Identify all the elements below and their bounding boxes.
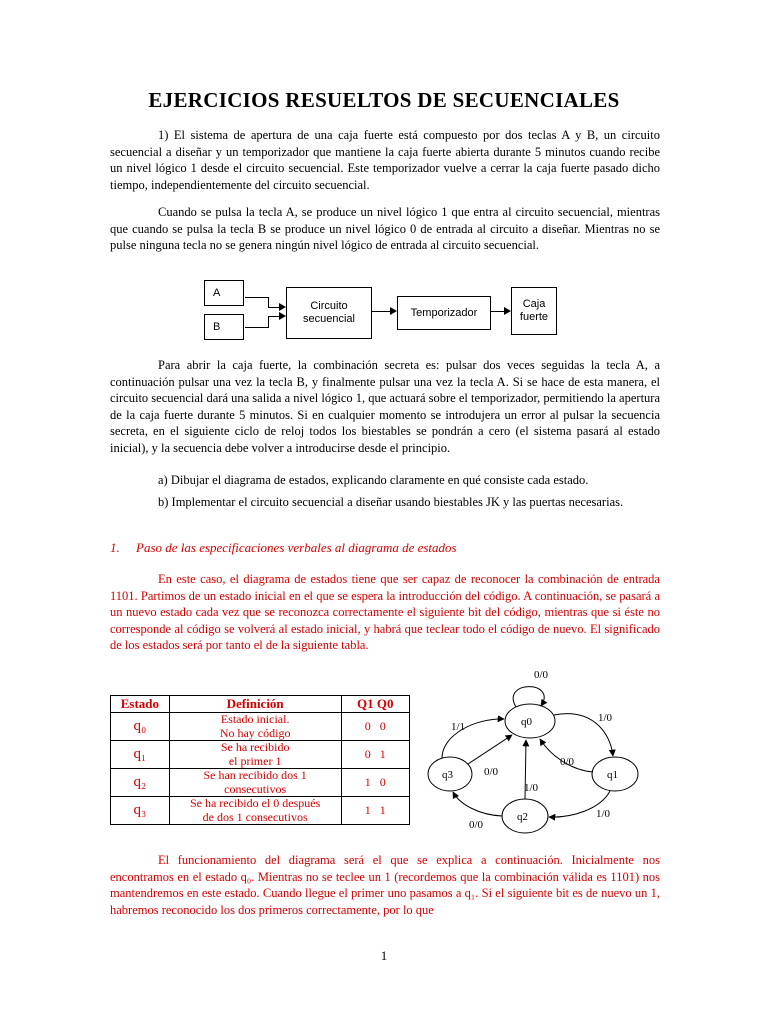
arrow-icon	[504, 307, 511, 315]
definition-cell: Estado inicial. No hay código	[169, 713, 341, 741]
sequential-circuit-box: Circuito secuencial	[286, 287, 372, 339]
question-b: b) Implementar el circuito secuencial a diseñar usando biestables JK y las puertas necesarias.	[158, 495, 624, 509]
table-row	[111, 713, 410, 741]
section-number: 1.	[110, 540, 120, 555]
input-b-box: B	[204, 314, 244, 340]
state-label: q1	[607, 769, 618, 781]
connector-line	[245, 297, 269, 298]
paragraph-state-explanation: En este caso, el diagrama de estados tiene que ser capaz de reconocer la combinación de entrada 1101. Partimos de un estado inicial en el que se espera la introducción del código. A continuación, se pasará a un nuevo estado cada vez que se reconozca correctamente el siguiente bit del código, mientras que si éste no corresponde al código se volverá al estado inicial, y habrá que teclear todo el código de nuevo. El significado de los estados será por tanto el de la siguiente tabla.	[110, 572, 660, 652]
connector-line	[371, 311, 391, 312]
arrow-icon	[279, 312, 286, 320]
state-label: q2	[517, 811, 528, 823]
paragraph-key-inputs: Cuando se pulsa la tecla A, se produce un nivel lógico 1 que entra al circuito secuencial, mientras que cuando se pulsa la tecla B se produce un nivel lógico 0 de entrada al circuito a diseñar. Mientras no se pulse ninguna tecla no se genera ningún nivel lógico de entrada al circuito secuencial.	[110, 205, 660, 252]
code-cell: 0 0	[341, 713, 409, 741]
table-row	[111, 797, 410, 825]
paragraph-secret-combination: Para abrir la caja fuerte, la combinación secreta es: pulsar dos veces seguidas la tecla A, a continuación pulsar una vez la tecla B, y finalmente pulsar una vez la tecla A. Si se hace de esta manera, el circuito secuencial dará una salida a nivel lógico 1, que actuará sobre el temporizador, permitiendo la apertura de la caja fuerte durante 5 minutos. Si en cualquier momento se introdujera un error al pulsar la secuencia secreta, en el siguiente ciclo de reloj todos los biestables se pondrán a cero (el sistema pasará al estado inicial), y la secuencia debe volver a introducirse desde el principio.	[110, 358, 660, 455]
state-label: q0	[521, 716, 532, 728]
document-title: EJERCICIOS RESUELTOS DE SECUENCIALES	[148, 88, 620, 112]
connector-line	[245, 327, 269, 328]
section-title: Paso de las especificaciones verbales al diagrama de estados	[136, 540, 457, 555]
transition-label: 0/0	[469, 819, 484, 831]
code-cell: 0 1	[341, 741, 409, 769]
state-cell: q₂	[111, 769, 170, 797]
table-row	[111, 769, 410, 797]
input-a-box: A	[204, 280, 244, 306]
transition-arrow	[468, 735, 512, 764]
transition-label: 0/0	[560, 756, 575, 768]
state-cell: q₁	[111, 741, 170, 769]
definition-cell: Se ha recibido el primer 1	[169, 741, 341, 769]
state-table	[110, 695, 410, 825]
definition-cell: Se ha recibido el 0 después de dos 1 consecutivos	[169, 797, 341, 825]
transition-label: 1/0	[596, 808, 611, 820]
definition-cell: Se han recibido dos 1 consecutivos	[169, 769, 341, 797]
safe-box: Caja fuerte	[511, 287, 557, 335]
transition-label: 0/0	[484, 766, 499, 778]
table-header-code: Q1 Q0	[341, 696, 409, 713]
arrow-icon	[279, 303, 286, 311]
state-diagram	[420, 660, 660, 850]
connector-line	[268, 297, 269, 307]
transition-label: 1/0	[524, 782, 539, 794]
connector-line	[490, 311, 505, 312]
table-header-state: Estado	[111, 696, 170, 713]
state-label: q3	[442, 769, 453, 781]
paragraph-problem-statement: 1) El sistema de apertura de una caja fuerte está compuesto por dos teclas A y B, un circuito secuencial a diseñar y un temporizador que mantiene la caja fuerte abierta durante 5 minutos cuando recibe un nivel lógico 1 desde el circuito secuencial. Este temporizador vuelve a cerrar la caja fuerte pasado dicho tiempo, independientemente del circuito secuencial.	[110, 128, 660, 192]
code-cell: 1 0	[341, 769, 409, 797]
table-row	[111, 741, 410, 769]
timer-box: Temporizador	[397, 296, 491, 330]
code-cell: 1 1	[341, 797, 409, 825]
section-heading	[110, 540, 457, 556]
arrow-icon	[390, 307, 397, 315]
connector-line	[268, 316, 269, 328]
transition-label: 0/0	[534, 669, 549, 681]
transition-label: 1/1	[451, 721, 466, 733]
table-header-definition: Definición	[169, 696, 341, 713]
transition-arrow	[453, 792, 502, 816]
paragraph-diagram-explanation: El funcionamiento del diagrama será el que se explica a continuación. Inicialmente nos encontramos en el estado q₀. Mientras no se teclee un 1 (recordemos que la combinación válida es 1101) nos mantendremos en este estado. Cuando llegue el primer uno pasamos a q₁. Si el siguiente bit es de nuevo un 1, habremos reconocido los dos primeros correctamente, por lo que	[110, 853, 660, 917]
state-cell: q₀	[111, 713, 170, 741]
transition-label: 1/0	[598, 712, 613, 724]
page-number: 1	[380, 948, 388, 963]
question-a: a) Dibujar el diagrama de estados, explicando claramente en qué consiste cada estado.	[158, 473, 589, 487]
state-cell: q₃	[111, 797, 170, 825]
